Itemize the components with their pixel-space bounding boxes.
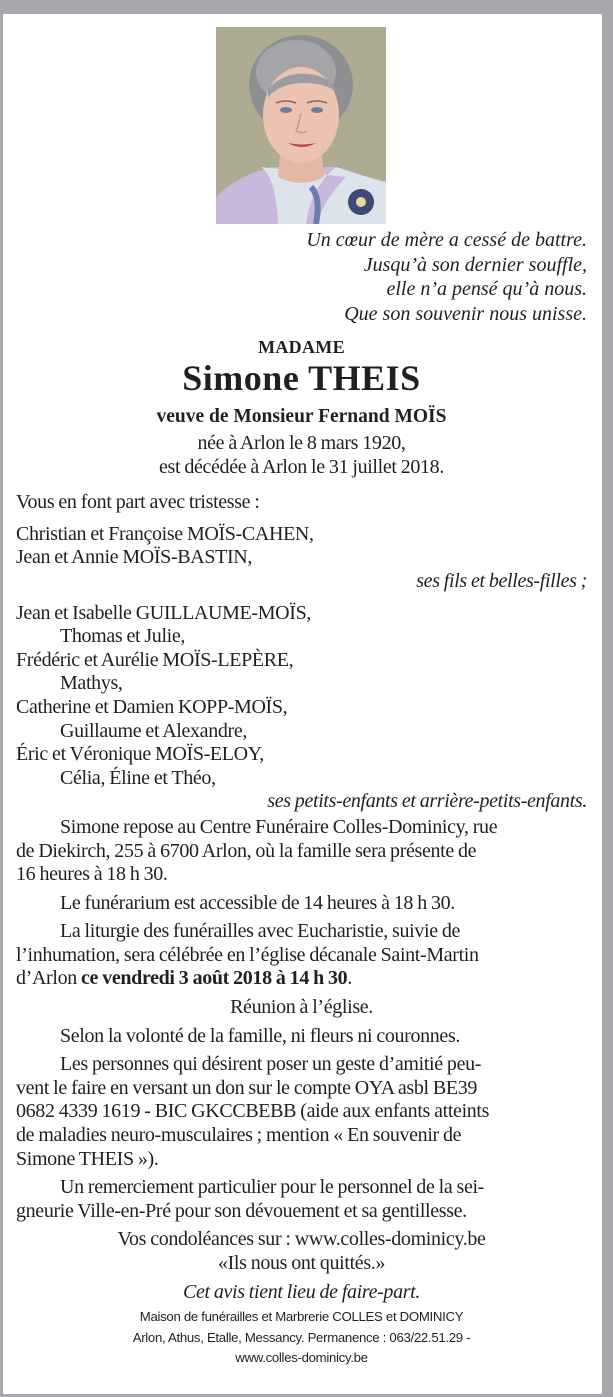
flowers-note: Selon la volonté de la famille, ni fleurs ni couronnes. — [60, 1024, 461, 1047]
funeral-home-website[interactable]: www.colles-dominicy.be — [235, 1350, 368, 1366]
text-line: gneurie Ville-en-Pré pour son dévouement et sa gentillesse. — [16, 1199, 467, 1222]
family-member: Jean et Isabelle GUILLAUME-MOÏS, — [16, 601, 311, 624]
deceased-name: Simone THEIS — [182, 358, 421, 398]
funeral-date: ce vendredi 3 août 2018 à 14 h 30 — [81, 967, 348, 990]
poem-line: elle n’a pensé qu’à nous. — [386, 278, 587, 300]
family-member: Célia, Éline et Théo, — [60, 766, 216, 789]
quote-line: «Ils nous ont quittés.» — [217, 1252, 386, 1274]
liturgy-paragraph — [16, 920, 587, 991]
text-line: Simone THEIS »). — [16, 1147, 159, 1170]
family-member: Thomas et Julie, — [60, 625, 186, 648]
text-line: 16 heures à 18 h 30. — [16, 863, 168, 886]
portrait-photo-icon — [216, 27, 386, 224]
family-member: Christian et Françoise MOÏS-CAHEN, — [16, 522, 314, 545]
birth-info: née à Arlon le 8 mars 1920, — [197, 432, 406, 454]
family-member: Mathys, — [60, 672, 123, 695]
notice-statement: Cet avis tient lieu de faire-part. — [182, 1280, 421, 1303]
text-fragment: . — [347, 967, 352, 990]
death-info: est décédée à Arlon le 31 juillet 2018. — [159, 455, 444, 478]
family-member: Catherine et Damien KOPP-MOÏS, — [16, 695, 288, 718]
family-member: Jean et Annie MOÏS-BASTIN, — [16, 546, 253, 569]
family-member: Éric et Véronique MOÏS-ELOY, — [16, 743, 264, 766]
text-line: l’inhumation, sera célébrée en l’église décanale Saint-Martin — [16, 943, 479, 966]
grandchildren-list — [16, 602, 587, 814]
funerarium-paragraph: Le funérarium est accessible de 14 heures à 18 h 30. — [60, 891, 455, 914]
announcement: Vous en font part avec tristesse : — [16, 491, 260, 514]
poem-line: Jusqu’à son dernier souffle, — [363, 253, 587, 276]
family-member: Frédéric et Aurélie MOÏS-LEPÈRE, — [16, 648, 294, 671]
funeral-home-footer — [16, 1307, 587, 1369]
text-line: Un remerciement particulier pour le personnel de la sei- — [60, 1176, 484, 1199]
children-list — [16, 523, 587, 594]
funeral-home-name: Maison de funérailles et Marbrerie COLLES et DOMINICY — [139, 1309, 464, 1325]
text-line: 0682 4339 1619 - BIC GKCCBEBB (aide aux enfants atteints — [16, 1100, 490, 1123]
notice-body — [16, 228, 587, 1369]
text-line: de Diekirch, 255 à 6700 Arlon, où la famille sera présente de — [16, 839, 477, 862]
funeral-home-locations: Arlon, Athus, Etalle, Messancy. Permanence : 063/22.51.29 - — [132, 1329, 471, 1345]
reunion-note: Réunion à l’église. — [230, 996, 373, 1019]
text-line: de maladies neuro-musculaires ; mention « En souvenir de — [16, 1124, 462, 1147]
relation-label: ses fils et belles-filles ; — [416, 569, 587, 592]
condolences-link[interactable]: Vos condoléances sur : www.colles-dominicy.be — [117, 1228, 486, 1251]
poem-line: Que son souvenir nous unisse. — [344, 302, 587, 325]
text-line: Les personnes qui désirent poser un geste d’amitié peu- — [60, 1053, 482, 1076]
poem — [16, 228, 587, 326]
thanks-paragraph — [16, 1176, 587, 1223]
obituary-notice — [3, 14, 602, 1394]
donation-paragraph — [16, 1053, 587, 1171]
text-line: La liturgie des funérailles avec Eucharistie, suivie de — [60, 920, 461, 943]
repose-paragraph — [16, 816, 587, 887]
poem-line: Un cœur de mère a cessé de battre. — [306, 229, 587, 251]
text-line: vent le faire en versant un don sur le compte OYA asbl BE39 — [16, 1076, 478, 1099]
honorific: MADAME — [258, 337, 345, 357]
text-line — [16, 967, 587, 991]
family-member: Guillaume et Alexandre, — [60, 719, 247, 742]
widow-of: veuve de Monsieur Fernand MOÏS — [156, 406, 447, 427]
relation-label: ses petits-enfants et arrière-petits-enfants. — [267, 790, 587, 813]
text-line: Simone repose au Centre Funéraire Colles-Dominicy, rue — [60, 815, 498, 838]
text-fragment: d’Arlon — [16, 967, 82, 990]
